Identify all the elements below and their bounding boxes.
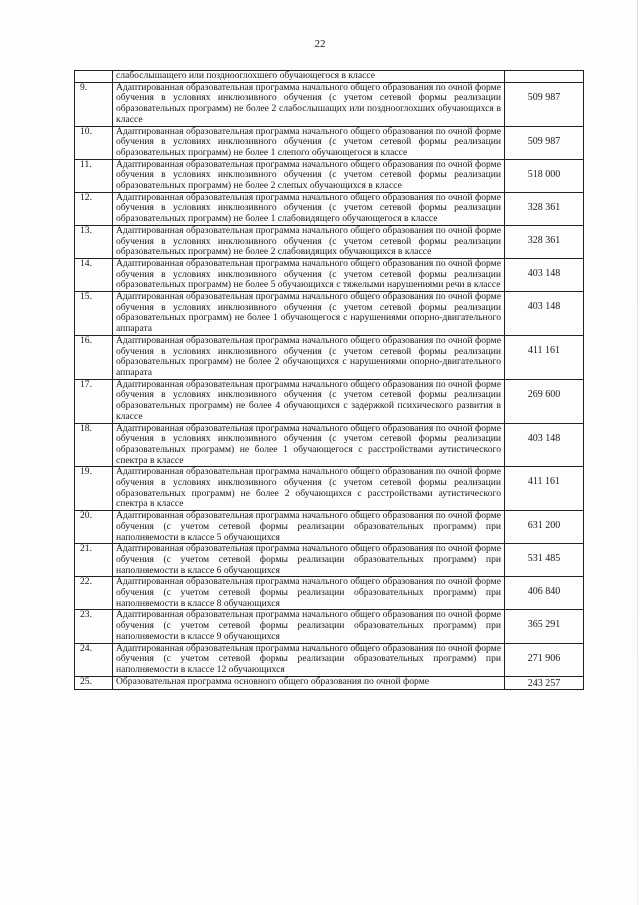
table-row — [75, 71, 584, 83]
table-row — [75, 292, 584, 336]
cost-value — [505, 71, 584, 83]
cost-value: 631 200 — [505, 511, 584, 544]
row-number: 19. — [75, 467, 113, 511]
program-description: Адаптированная образовательная программа начального общего образования по очной форме обучения (с учетом сетевой формы реализации образовательных программ) при наполняемости в классе 12 обучающихся — [113, 643, 505, 676]
cost-value: 328 361 — [505, 192, 584, 225]
program-description: Адаптированная образовательная программа начального общего образования по очной форме обучения в условиях инклюзивного обучения (с учетом сетевой формы реализации образовательных программ) не более 5 обучающихся с тяжелыми нарушениями речи в классе — [113, 258, 505, 291]
program-description: Адаптированная образовательная программа начального общего образования по очной форме обучения (с учетом сетевой формы реализации образовательных программ) при наполняемости в классе 6 обучающихся — [113, 544, 505, 577]
table-body — [75, 71, 584, 690]
cost-value: 403 148 — [505, 258, 584, 291]
table-row — [75, 379, 584, 423]
table-row — [75, 225, 584, 258]
row-number — [75, 71, 113, 83]
row-number: 10. — [75, 126, 113, 159]
table-row — [75, 577, 584, 610]
table-row — [75, 335, 584, 379]
cost-value: 518 000 — [505, 159, 584, 192]
cost-value: 403 148 — [505, 423, 584, 467]
program-description: Адаптированная образовательная программа начального общего образования по очной форме обучения в условиях инклюзивного обучения (с учетом сетевой формы реализации образовательных программ) не более 2 обучающихся с нарушениями опорно-двигательного аппарата — [113, 335, 505, 379]
row-number: 15. — [75, 292, 113, 336]
table-row — [75, 82, 584, 126]
cost-value: 509 987 — [505, 126, 584, 159]
table-row — [75, 643, 584, 676]
row-number: 13. — [75, 225, 113, 258]
row-number: 25. — [75, 676, 113, 690]
table-row — [75, 467, 584, 511]
cost-value: 411 161 — [505, 335, 584, 379]
row-number: 14. — [75, 258, 113, 291]
program-description: Образовательная программа основного общего образования по очной форме — [113, 676, 505, 690]
table-row — [75, 126, 584, 159]
program-description: Адаптированная образовательная программа начального общего образования по очной форме обучения в условиях инклюзивного обучения (с учетом сетевой формы реализации образовательных программ) не более 2 слепых обучающихся в классе — [113, 159, 505, 192]
row-number: 20. — [75, 511, 113, 544]
table-row — [75, 159, 584, 192]
program-description: слабослышащего или позднооглохшего обучающегося в классе — [113, 71, 505, 83]
program-description: Адаптированная образовательная программа начального общего образования по очной форме обучения (с учетом сетевой формы реализации образовательных программ) при наполняемости в классе 5 обучающихся — [113, 511, 505, 544]
table-row — [75, 423, 584, 467]
cost-value: 531 485 — [505, 544, 584, 577]
cost-value: 403 148 — [505, 292, 584, 336]
row-number: 11. — [75, 159, 113, 192]
cost-value: 269 600 — [505, 379, 584, 423]
table-row — [75, 610, 584, 643]
table-row — [75, 258, 584, 291]
program-description: Адаптированная образовательная программа начального общего образования по очной форме обучения в условиях инклюзивного обучения (с учетом сетевой формы реализации образовательных программ) не более 1 слабовидящего обучающегося в классе — [113, 192, 505, 225]
program-description: Адаптированная образовательная программа начального общего образования по очной форме обучения (с учетом сетевой формы реализации образовательных программ) при наполняемости в классе 9 обучающихся — [113, 610, 505, 643]
program-description: Адаптированная образовательная программа начального общего образования по очной форме обучения в условиях инклюзивного обучения (с учетом сетевой формы реализации образовательных программ) не более 1 обучающегося с нарушениями опорно-двигательного аппарата — [113, 292, 505, 336]
scan-edge — [637, 0, 638, 905]
program-description: Адаптированная образовательная программа начального общего образования по очной форме обучения в условиях инклюзивного обучения (с учетом сетевой формы реализации образовательных программ) не более 1 обучающегося с расстройствами аутистического спектра в классе — [113, 423, 505, 467]
row-number: 21. — [75, 544, 113, 577]
program-description: Адаптированная образовательная программа начального общего образования по очной форме обучения в условиях инклюзивного обучения (с учетом сетевой формы реализации образовательных программ) не более 2 слабовидящих обучающихся в классе — [113, 225, 505, 258]
row-number: 23. — [75, 610, 113, 643]
program-description: Адаптированная образовательная программа начального общего образования по очной форме обучения (с учетом сетевой формы реализации образовательных программ) при наполняемости в классе 8 обучающихся — [113, 577, 505, 610]
row-number: 18. — [75, 423, 113, 467]
cost-value: 328 361 — [505, 225, 584, 258]
row-number: 24. — [75, 643, 113, 676]
table-row — [75, 544, 584, 577]
cost-value: 406 840 — [505, 577, 584, 610]
row-number: 9. — [75, 82, 113, 126]
cost-value: 509 987 — [505, 82, 584, 126]
row-number: 16. — [75, 335, 113, 379]
cost-table — [74, 70, 584, 690]
program-description: Адаптированная образовательная программа начального общего образования по очной форме обучения в условиях инклюзивного обучения (с учетом сетевой формы реализации образовательных программ) не более 1 слепого обучающегося в классе — [113, 126, 505, 159]
program-description: Адаптированная образовательная программа начального общего образования по очной форме обучения в условиях инклюзивного обучения (с учетом сетевой формы реализации образовательных программ) не более 2 обучающихся с расстройствами аутистического спектра в классе — [113, 467, 505, 511]
cost-value: 411 161 — [505, 467, 584, 511]
cost-value: 365 291 — [505, 610, 584, 643]
program-description: Адаптированная образовательная программа начального общего образования по очной форме обучения в условиях инклюзивного обучения (с учетом сетевой формы реализации образовательных программ) не более 4 обучающихся с задержкой психического развития в классе — [113, 379, 505, 423]
table-row — [75, 511, 584, 544]
table-row — [75, 192, 584, 225]
page-number: 22 — [314, 38, 326, 50]
table-row — [75, 676, 584, 690]
cost-value: 243 257 — [505, 676, 584, 690]
cost-value: 271 906 — [505, 643, 584, 676]
row-number: 22. — [75, 577, 113, 610]
program-description: Адаптированная образовательная программа начального общего образования по очной форме обучения в условиях инклюзивного обучения (с учетом сетевой формы реализации образовательных программ) не более 2 слабослышащих или позднооглохших обучающихся в классе — [113, 82, 505, 126]
row-number: 12. — [75, 192, 113, 225]
row-number: 17. — [75, 379, 113, 423]
